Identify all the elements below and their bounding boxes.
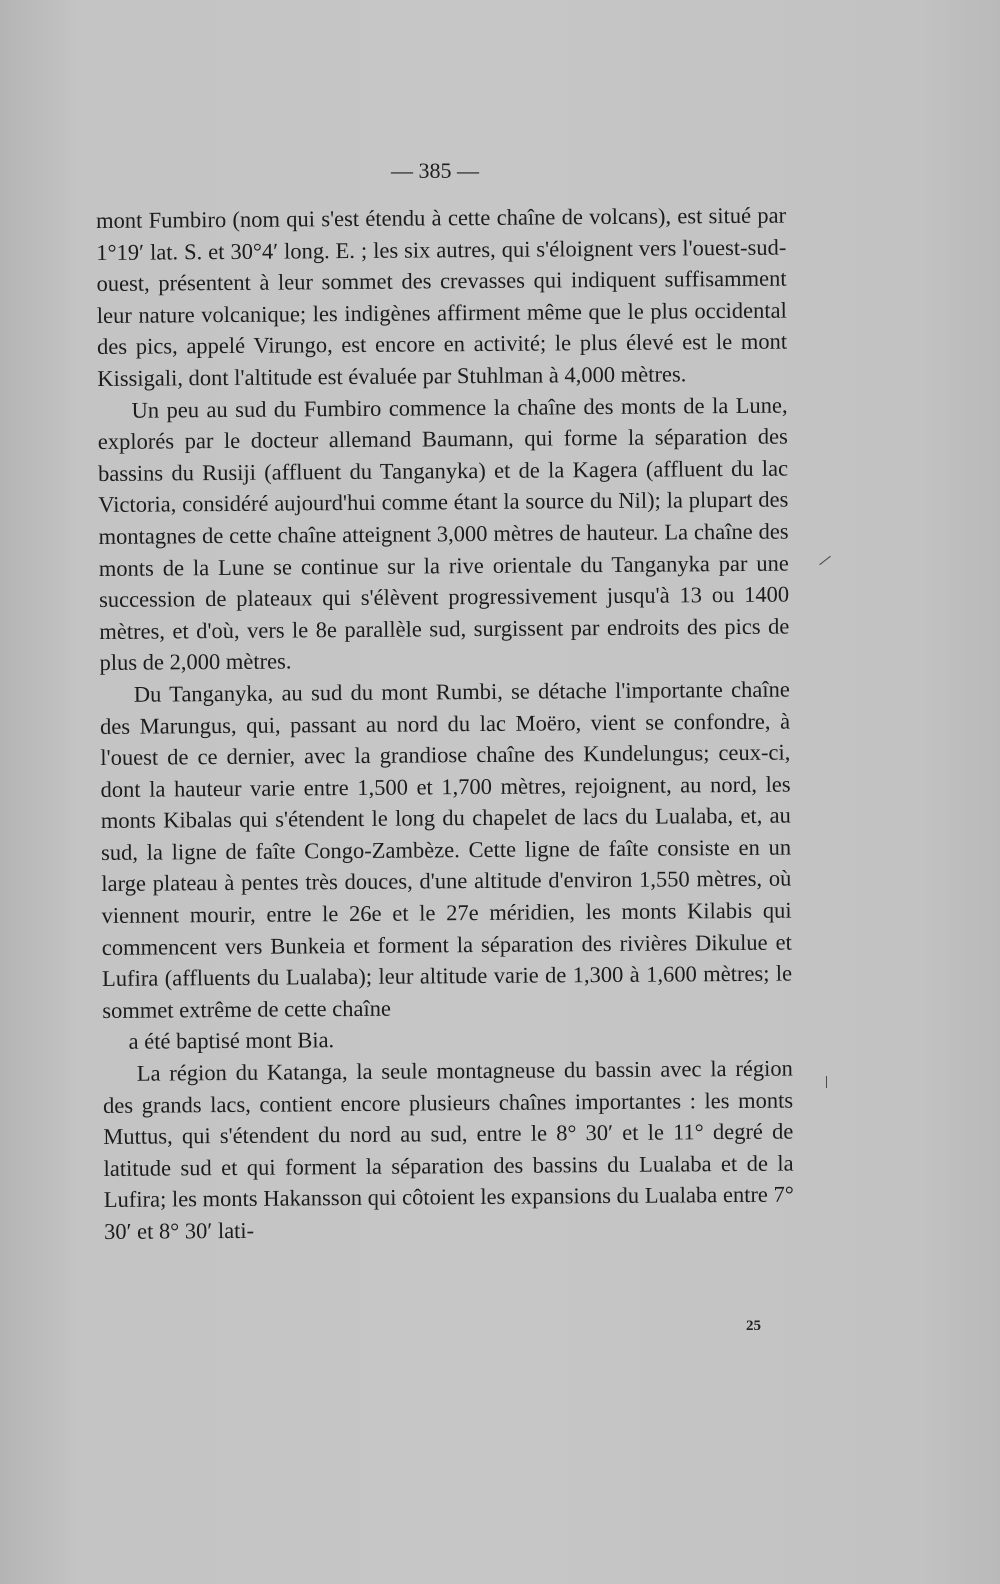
paragraph: Du Tanganyka, au sud du mont Rumbi, se détache l'importante chaîne des Marungus, qui, passant au nord du lac Moëro, vient se confondre, à l'ouest de ce dernier, avec la grandiose chaîne des Kundelungus; ceux-ci, dont la hauteur varie entre 1,500 et 1,700 mètres, rejoignent, au nord, les monts Kibalas qui s'étendent le long du chapelet de lacs du Lualaba, et, au sud, la ligne de faîte Congo-Zambèze. Cette ligne de faîte consiste en un large plateau à pentes très douces, d'une altitude d'environ 1,550 mètres, où viennent mourir, entre le 26e et le 27e méridien, les monts Kilabis qui commencent vers Bunkeia et forment la séparation des rivières Dikulue et Lufira (affluents du Lualaba); leur altitude varie de 1,300 à 1,600 mètres; le sommet extrême de cette chaîne bbox=[99, 676, 793, 1023]
paragraph: mont Fumbiro (nom qui s'est étendu à cette chaîne de volcans), est situé par 1°19′ lat. S. et 30°4′ long. E. ; les six autres, qui s'éloignent vers l'ouest-sud-ouest, présentent à leur sommet des crevasses qui indiquent suffisamment leur nature volcanique; les indigènes affirment même que le plus occidental des pics, appelé Virungo, est encore en activité; le plus élevé est le mont Kissigali, dont l'altitude est évaluée par Stuhlman à 4,000 mètres. bbox=[96, 202, 788, 391]
paragraph: Un peu au sud du Fumbiro commence la chaîne des monts de la Lune, explorés par le docteur allemand Baumann, qui forme la séparation des bassins du Rusiji (affluent du Tanganyka) et de la Kagera (affluent du lac Victoria, considéré aujourd'hui comme étant la source du Nil); la plupart des montagnes de cette chaîne atteignent 3,000 mètres de hauteur. La chaîne des monts de la Lune se continue sur la rive orientale du Tanganyka par une succession de plateaux qui s'élèvent progressivement jusqu'à 13 ou 1400 mètres, et d'où, vers le 8e parallèle sud, surgissent par endroits des pics de plus de 2,000 mètres. bbox=[97, 392, 790, 676]
paragraph: La région du Katanga, la seule montagneuse du bassin avec la région des grands lacs, contient encore plusieurs chaînes importantes : les monts Muttus, qui s'étendent du nord au sud, entre le 8° 30′ et le 11° degré de latitude sud et qui forment la séparation des bassins du Lualaba et de la Lufira; les monts Hakansson qui côtoient les expansions du Lualaba entre 7° 30′ et 8° 30′ lati- bbox=[102, 1055, 794, 1244]
paragraph: a été baptisé mont Bia. bbox=[128, 1027, 335, 1055]
margin-mark bbox=[819, 556, 831, 565]
signature-mark: 25 bbox=[746, 1318, 761, 1334]
margin-mark bbox=[826, 1076, 827, 1088]
page-number: — 385 — bbox=[391, 158, 479, 183]
body-text bbox=[96, 200, 794, 1248]
